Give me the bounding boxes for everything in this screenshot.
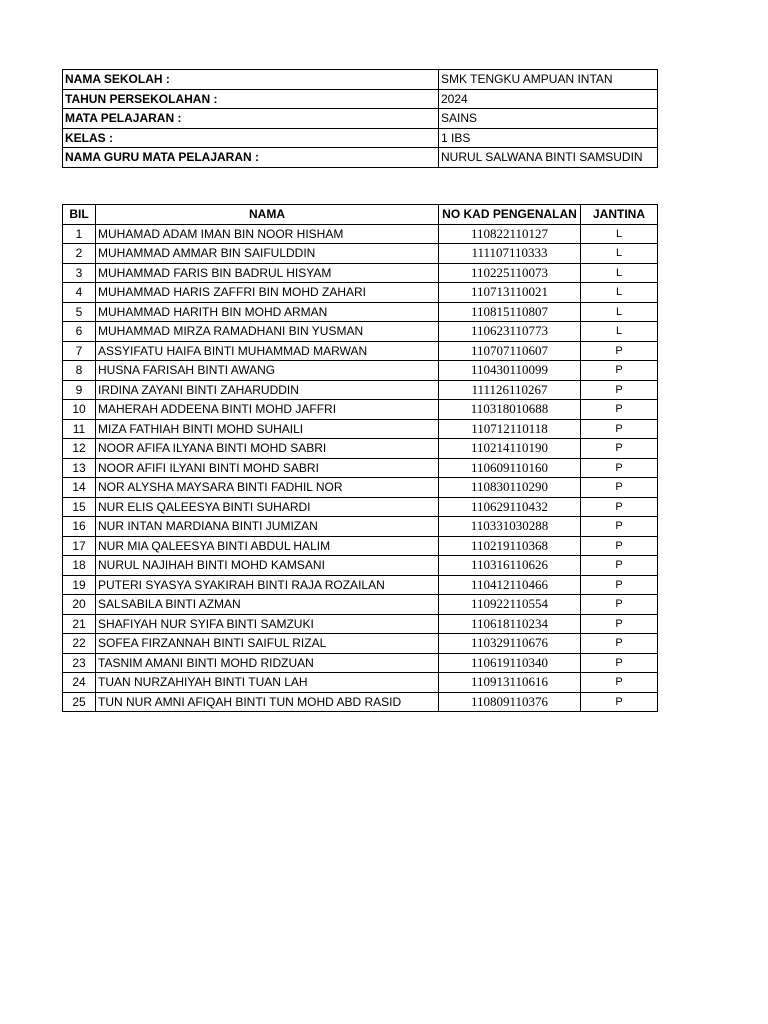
cell-ic: 111126110267 [439,380,581,400]
cell-jantina: L [581,322,658,342]
header-nama: NAMA [96,205,439,225]
info-value: SAINS [439,109,658,129]
cell-jantina: P [581,673,658,693]
table-row [63,322,658,342]
cell-bil: 14 [63,478,96,498]
cell-ic: 110219110368 [439,536,581,556]
cell-nama: TUAN NURZAHIYAH BINTI TUAN LAH [96,673,439,693]
cell-bil: 2 [63,244,96,264]
table-row [63,556,658,576]
cell-nama: NUR INTAN MARDIANA BINTI JUMIZAN [96,517,439,537]
table-row [63,653,658,673]
cell-bil: 11 [63,419,96,439]
cell-ic: 110713110021 [439,283,581,303]
table-row [63,634,658,654]
cell-nama: NURUL NAJIHAH BINTI MOHD KAMSANI [96,556,439,576]
header-jantina: JANTINA [581,205,658,225]
cell-nama: PUTERI SYASYA SYAKIRAH BINTI RAJA ROZAILAN [96,575,439,595]
info-row [63,128,658,148]
table-row [63,361,658,381]
cell-jantina: L [581,244,658,264]
cell-ic: 110609110160 [439,458,581,478]
cell-bil: 19 [63,575,96,595]
cell-nama: MUHAMMAD HARIS ZAFFRI BIN MOHD ZAHARI [96,283,439,303]
cell-bil: 16 [63,517,96,537]
table-row [63,692,658,712]
table-row [63,439,658,459]
cell-bil: 4 [63,283,96,303]
cell-jantina: P [581,653,658,673]
cell-nama: TASNIM AMANI BINTI MOHD RIDZUAN [96,653,439,673]
table-row [63,244,658,264]
cell-jantina: L [581,224,658,244]
table-row [63,575,658,595]
cell-jantina: P [581,536,658,556]
cell-jantina: P [581,634,658,654]
cell-ic: 110822110127 [439,224,581,244]
cell-jantina: P [581,439,658,459]
cell-jantina: P [581,614,658,634]
cell-nama: SALSABILA BINTI AZMAN [96,595,439,615]
cell-ic: 110809110376 [439,692,581,712]
class-info-table [62,69,658,168]
info-row [63,109,658,129]
cell-jantina: P [581,692,658,712]
table-row [63,673,658,693]
cell-jantina: P [581,419,658,439]
table-row [63,400,658,420]
cell-jantina: P [581,595,658,615]
cell-bil: 9 [63,380,96,400]
cell-bil: 13 [63,458,96,478]
cell-jantina: P [581,400,658,420]
table-row [63,536,658,556]
cell-nama: NOOR AFIFA ILYANA BINTI MOHD SABRI [96,439,439,459]
table-row [63,517,658,537]
cell-ic: 110922110554 [439,595,581,615]
table-row [63,341,658,361]
cell-nama: MUHAMMAD MIRZA RAMADHANI BIN YUSMAN [96,322,439,342]
cell-jantina: P [581,380,658,400]
cell-nama: HUSNA FARISAH BINTI AWANG [96,361,439,381]
cell-bil: 10 [63,400,96,420]
cell-bil: 20 [63,595,96,615]
cell-bil: 18 [63,556,96,576]
info-value: 1 IBS [439,128,658,148]
cell-ic: 110214110190 [439,439,581,459]
cell-ic: 110329110676 [439,634,581,654]
cell-bil: 17 [63,536,96,556]
cell-jantina: P [581,575,658,595]
cell-bil: 1 [63,224,96,244]
info-row [63,89,658,109]
student-list-body [63,224,658,712]
info-value: NURUL SALWANA BINTI SAMSUDIN [439,148,658,168]
cell-bil: 15 [63,497,96,517]
header-bil: BIL [63,205,96,225]
cell-nama: NOR ALYSHA MAYSARA BINTI FADHIL NOR [96,478,439,498]
cell-nama: ASSYIFATU HAIFA BINTI MUHAMMAD MARWAN [96,341,439,361]
cell-bil: 6 [63,322,96,342]
cell-ic: 110316110626 [439,556,581,576]
info-label: NAMA SEKOLAH : [63,70,439,90]
table-row [63,595,658,615]
cell-ic: 110913110616 [439,673,581,693]
cell-ic: 110331030288 [439,517,581,537]
table-row [63,263,658,283]
table-row [63,497,658,517]
cell-jantina: P [581,478,658,498]
cell-jantina: P [581,517,658,537]
class-info-body [63,70,658,168]
info-value: SMK TENGKU AMPUAN INTAN [439,70,658,90]
table-row [63,380,658,400]
cell-jantina: L [581,302,658,322]
cell-ic: 110619110340 [439,653,581,673]
cell-nama: TUN NUR AMNI AFIQAH BINTI TUN MOHD ABD RASID [96,692,439,712]
info-row [63,70,658,90]
table-row [63,614,658,634]
cell-nama: MUHAMMAD FARIS BIN BADRUL HISYAM [96,263,439,283]
cell-bil: 12 [63,439,96,459]
cell-jantina: L [581,283,658,303]
cell-jantina: P [581,341,658,361]
info-label: TAHUN PERSEKOLAHAN : [63,89,439,109]
table-row [63,302,658,322]
cell-ic: 110629110432 [439,497,581,517]
cell-bil: 8 [63,361,96,381]
info-label: KELAS : [63,128,439,148]
table-row [63,224,658,244]
cell-jantina: L [581,263,658,283]
table-row [63,478,658,498]
cell-bil: 23 [63,653,96,673]
info-label: NAMA GURU MATA PELAJARAN : [63,148,439,168]
cell-jantina: P [581,497,658,517]
cell-ic: 110225110073 [439,263,581,283]
table-row [63,419,658,439]
cell-bil: 24 [63,673,96,693]
cell-nama: NOOR AFIFI ILYANI BINTI MOHD SABRI [96,458,439,478]
info-row [63,148,658,168]
cell-bil: 3 [63,263,96,283]
cell-nama: NUR MIA QALEESYA BINTI ABDUL HALIM [96,536,439,556]
cell-jantina: P [581,556,658,576]
student-list-header [63,205,658,225]
cell-jantina: P [581,361,658,381]
cell-ic: 110712110118 [439,419,581,439]
cell-nama: MAHERAH ADDEENA BINTI MOHD JAFFRI [96,400,439,420]
cell-ic: 110412110466 [439,575,581,595]
info-label: MATA PELAJARAN : [63,109,439,129]
cell-bil: 7 [63,341,96,361]
cell-bil: 5 [63,302,96,322]
header-row [63,205,658,225]
header-ic: NO KAD PENGENALAN [439,205,581,225]
info-value: 2024 [439,89,658,109]
cell-ic: 110623110773 [439,322,581,342]
cell-ic: 111107110333 [439,244,581,264]
cell-nama: NUR ELIS QALEESYA BINTI SUHARDI [96,497,439,517]
cell-bil: 25 [63,692,96,712]
cell-jantina: P [581,458,658,478]
cell-nama: IRDINA ZAYANI BINTI ZAHARUDDIN [96,380,439,400]
cell-ic: 110815110807 [439,302,581,322]
cell-ic: 110430110099 [439,361,581,381]
cell-nama: SHAFIYAH NUR SYIFA BINTI SAMZUKI [96,614,439,634]
cell-ic: 110318010688 [439,400,581,420]
cell-nama: MUHAMAD ADAM IMAN BIN NOOR HISHAM [96,224,439,244]
cell-nama: MUHAMMAD HARITH BIN MOHD ARMAN [96,302,439,322]
cell-nama: MUHAMMAD AMMAR BIN SAIFULDDIN [96,244,439,264]
student-list-table [62,204,658,712]
cell-nama: SOFEA FIRZANNAH BINTI SAIFUL RIZAL [96,634,439,654]
table-row [63,458,658,478]
cell-ic: 110830110290 [439,478,581,498]
cell-ic: 110618110234 [439,614,581,634]
cell-nama: MIZA FATHIAH BINTI MOHD SUHAILI [96,419,439,439]
cell-bil: 21 [63,614,96,634]
table-row [63,283,658,303]
cell-ic: 110707110607 [439,341,581,361]
cell-bil: 22 [63,634,96,654]
